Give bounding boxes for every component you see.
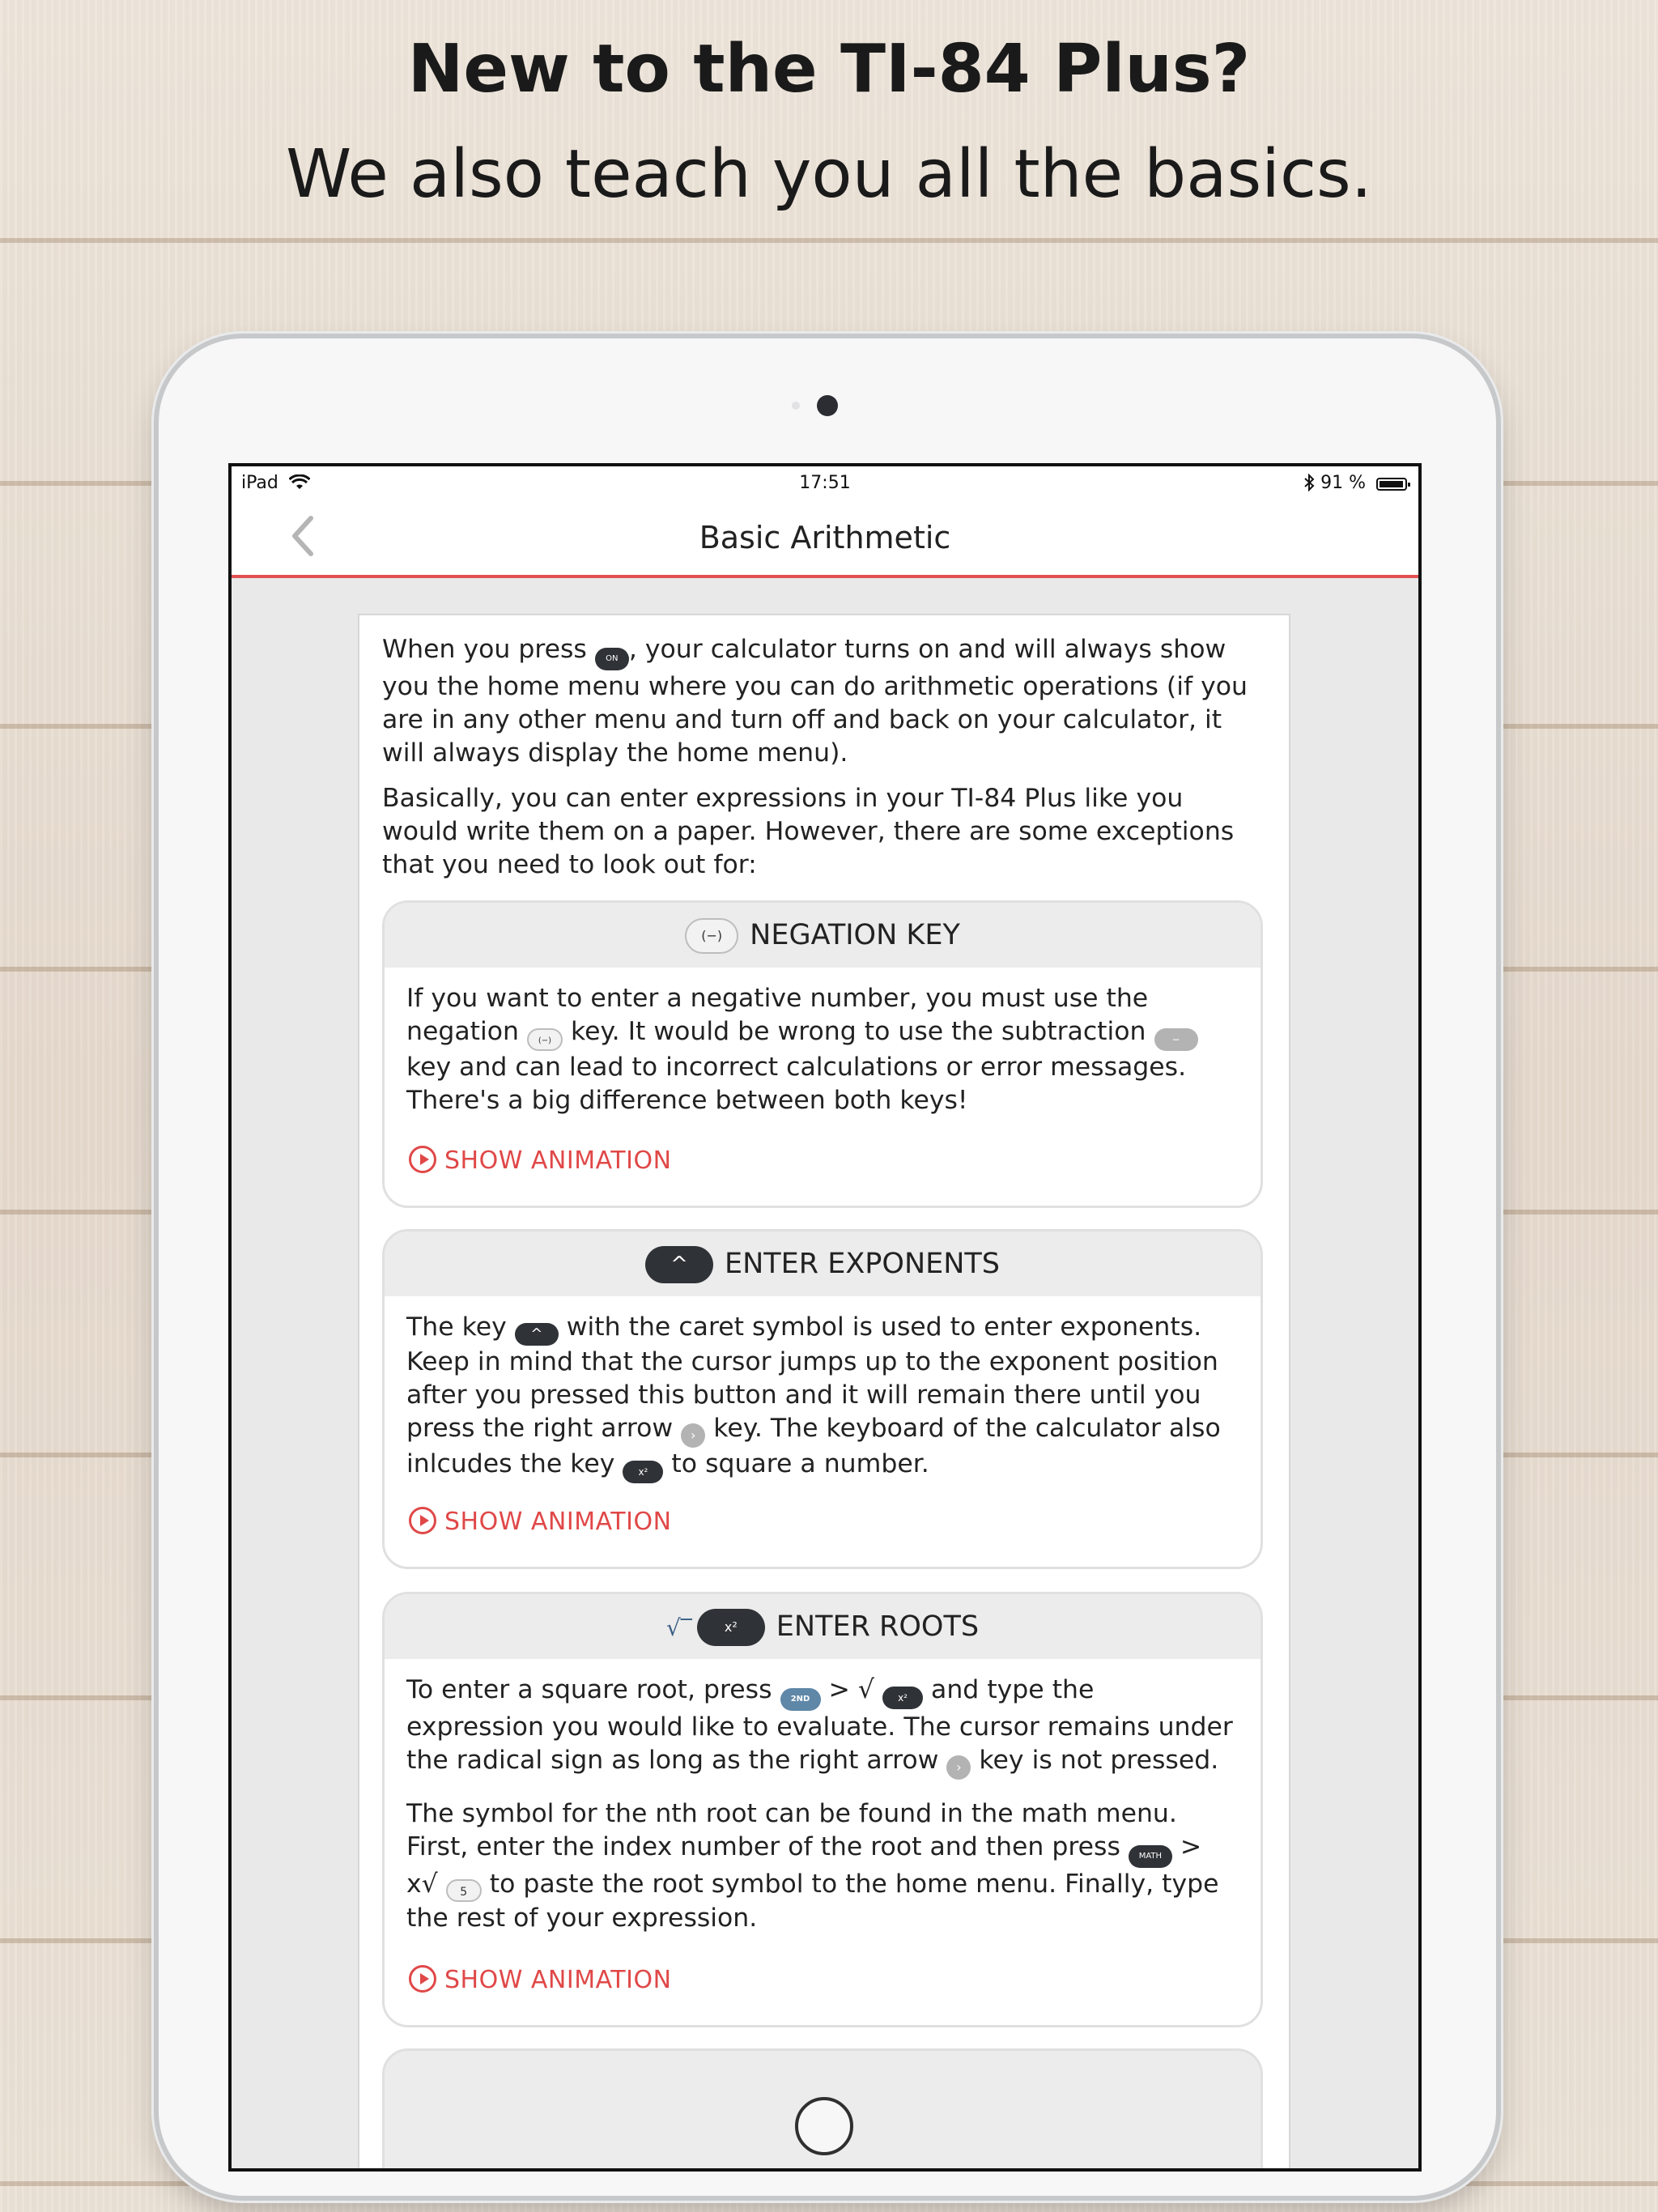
square-key-icon: x² <box>882 1687 923 1709</box>
caret-key-icon: ^ <box>645 1246 713 1283</box>
play-icon <box>409 1507 436 1534</box>
body-text: to paste the root symbol to the home menu. Finally, type the rest of your expression. <box>406 1870 1219 1933</box>
status-time: 17:51 <box>799 473 851 493</box>
play-icon <box>409 1146 436 1173</box>
bluetooth-icon <box>1303 473 1320 493</box>
body-text: key. The keyboard of the calculator also inlcudes the key <box>406 1414 1221 1478</box>
body-text: To enter a square root, press <box>406 1675 780 1704</box>
show-animation-button[interactable] <box>409 1965 672 1994</box>
intro-text: , your calculator turns on and will always show you the home menu where you can do arithmetic operations (if you are in any other menu and turn off and back on your calculator, it will always display the home menu). <box>382 635 1248 768</box>
section-body <box>385 968 1261 1117</box>
body-text: key is not pressed. <box>971 1746 1219 1775</box>
status-bar <box>232 466 1418 500</box>
show-animation-button[interactable] <box>409 1507 672 1536</box>
body-text: and type the expression you would like to evaluate. The cursor remains under the radical sign as long as the right arrow <box>406 1675 1233 1775</box>
body-text: with the caret symbol is used to enter exponents. Keep in mind that the cursor jumps up to the exponent position after you pressed this button and it will remain there until you press the right arrow <box>406 1312 1218 1443</box>
body-text: The key <box>406 1312 515 1342</box>
right-arrow-key-icon: › <box>946 1755 971 1780</box>
section-body <box>385 1296 1261 1483</box>
math-key-icon: MATH <box>1129 1845 1172 1868</box>
nth-root-symbol: x√ <box>406 1870 438 1899</box>
square-key-icon: x² <box>623 1461 663 1483</box>
headline-subtitle: We also teach you all the basics. <box>286 136 1372 213</box>
section-enter-roots <box>382 1592 1263 2027</box>
body-text: key and can lead to incorrect calculations or error messages. There's a big difference between both keys! <box>406 1053 1187 1115</box>
negation-key-icon: (−) <box>527 1028 563 1051</box>
negation-key-icon: (−) <box>685 918 738 954</box>
battery-percent: 91 % <box>1320 473 1366 493</box>
square-key-icon: x² <box>697 1609 765 1646</box>
body-text: > <box>1171 1832 1202 1861</box>
caret-key-icon: ^ <box>515 1323 559 1346</box>
app-screen <box>228 463 1422 2172</box>
body-text: > √ <box>820 1675 883 1704</box>
second-key-icon: 2ND <box>780 1688 821 1711</box>
ipad-frame <box>159 338 1496 2196</box>
headline-title: New to the TI-84 Plus? <box>407 31 1251 108</box>
section-title: ENTER EXPONENTS <box>724 1248 1001 1280</box>
body-text: The symbol for the nth root can be found in the math menu. First, enter the index number of the root and then press <box>406 1799 1177 1861</box>
section-negation-key <box>382 900 1263 1208</box>
play-icon <box>409 1965 436 1993</box>
show-animation-button[interactable] <box>409 1146 672 1175</box>
camera-icon <box>817 395 838 416</box>
section-header <box>385 1594 1261 1659</box>
show-animation-label: SHOW ANIMATION <box>444 1966 672 1994</box>
body-text: If you want to enter a negative number, you must use the negation <box>406 984 1149 1046</box>
intro-text: When you press <box>382 635 595 664</box>
section-title: ENTER ROOTS <box>776 1610 980 1643</box>
on-key-icon: ON <box>595 648 629 670</box>
page-title: Basic Arithmetic <box>699 520 951 555</box>
body-text: key. It would be wrong to use the subtraction <box>563 1017 1154 1046</box>
five-key-icon: 5 <box>446 1879 482 1902</box>
show-animation-label: SHOW ANIMATION <box>444 1146 672 1175</box>
section-title: NEGATION KEY <box>750 919 960 951</box>
subtraction-key-icon: − <box>1154 1028 1198 1051</box>
nav-bar <box>232 500 1418 578</box>
section-body <box>385 1659 1261 1935</box>
intro-paragraph-1 <box>382 633 1265 770</box>
ipad-sensor <box>792 402 800 410</box>
section-enter-exponents <box>382 1229 1263 1569</box>
intro-paragraph-2: Basically, you can enter expressions in your TI-84 Plus like you would write them on a paper. However, there are some exceptions that you need to look out for: <box>382 784 1235 879</box>
body-text: to square a number. <box>663 1449 929 1478</box>
root-symbol-icon: √‾ <box>665 1614 692 1641</box>
right-arrow-key-icon: › <box>681 1423 705 1448</box>
status-right <box>1303 473 1407 493</box>
battery-icon <box>1376 478 1407 491</box>
content-card <box>358 614 1290 2172</box>
home-button[interactable] <box>795 2097 853 2155</box>
section-header <box>385 1231 1261 1296</box>
section-header <box>385 903 1261 968</box>
show-animation-label: SHOW ANIMATION <box>444 1508 672 1536</box>
device-label: iPad <box>241 473 278 493</box>
